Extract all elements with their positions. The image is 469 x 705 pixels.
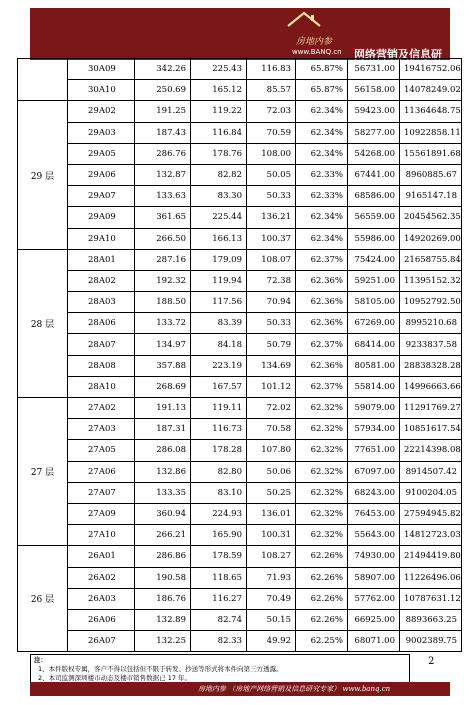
value-cell: 8995210.68 bbox=[400, 313, 462, 334]
table-row bbox=[18, 122, 462, 143]
value-cell: 286.86 bbox=[135, 546, 191, 567]
value-cell: 100.37 bbox=[247, 228, 296, 249]
footer-text: 房地内参 （房地产网络营销及信息研究专家） www.banq.cn bbox=[198, 685, 391, 693]
value-cell: 287.16 bbox=[135, 249, 191, 270]
value-cell: 62.33% bbox=[296, 186, 348, 207]
value-cell: 286.76 bbox=[135, 143, 191, 164]
value-cell: 62.32% bbox=[296, 398, 348, 419]
table-row bbox=[18, 482, 462, 503]
table-row bbox=[18, 59, 462, 80]
value-cell: 108.00 bbox=[247, 143, 296, 164]
value-cell: 62.34% bbox=[296, 122, 348, 143]
value-cell: 67441.00 bbox=[348, 164, 400, 185]
value-cell: 50.25 bbox=[247, 482, 296, 503]
value-cell: 65.87% bbox=[296, 59, 348, 80]
value-cell: 62.32% bbox=[296, 503, 348, 524]
value-cell: 72.38 bbox=[247, 270, 296, 291]
value-cell: 342.26 bbox=[135, 59, 191, 80]
page-number: 2 bbox=[428, 656, 435, 667]
unit-number-cell: 30A09 bbox=[68, 59, 135, 80]
value-cell: 14920269.00 bbox=[400, 228, 462, 249]
value-cell: 134.69 bbox=[247, 355, 296, 376]
unit-number-cell: 26A03 bbox=[68, 588, 135, 609]
value-cell: 361.65 bbox=[135, 207, 191, 228]
value-cell: 83.39 bbox=[191, 313, 247, 334]
brand-name: 房地内参 bbox=[296, 37, 333, 47]
value-cell: 132.25 bbox=[135, 631, 191, 652]
unit-number-cell: 28A03 bbox=[68, 292, 135, 313]
table-row bbox=[18, 313, 462, 334]
value-cell: 62.26% bbox=[296, 588, 348, 609]
value-cell: 9165147.18 bbox=[400, 186, 462, 207]
value-cell: 136.21 bbox=[247, 207, 296, 228]
brand-url: www.BANQ.cn bbox=[292, 48, 342, 56]
unit-number-cell: 29A10 bbox=[68, 228, 135, 249]
value-cell: 132.86 bbox=[135, 461, 191, 482]
value-cell: 62.32% bbox=[296, 440, 348, 461]
unit-number-cell: 27A05 bbox=[68, 440, 135, 461]
value-cell: 22214398.08 bbox=[400, 440, 462, 461]
value-cell: 223.19 bbox=[191, 355, 247, 376]
value-cell: 82.33 bbox=[191, 631, 247, 652]
unit-number-cell: 29A06 bbox=[68, 164, 135, 185]
value-cell: 50.33 bbox=[247, 313, 296, 334]
value-cell: 133.35 bbox=[135, 482, 191, 503]
value-cell: 224.93 bbox=[191, 503, 247, 524]
value-cell: 268.69 bbox=[135, 376, 191, 397]
unit-number-cell: 28A10 bbox=[68, 376, 135, 397]
value-cell: 50.06 bbox=[247, 461, 296, 482]
value-cell: 56158.00 bbox=[348, 80, 400, 101]
floor-label: 27 层 bbox=[18, 398, 68, 546]
value-cell: 10787631.12 bbox=[400, 588, 462, 609]
table-row bbox=[18, 503, 462, 524]
value-cell: 62.36% bbox=[296, 355, 348, 376]
value-cell: 58907.00 bbox=[348, 567, 400, 588]
header-title: 网络营销及信息研 bbox=[354, 48, 442, 60]
value-cell: 62.36% bbox=[296, 313, 348, 334]
value-cell: 85.57 bbox=[247, 80, 296, 101]
value-cell: 14078249.02 bbox=[400, 80, 462, 101]
value-cell: 14996663.66 bbox=[400, 376, 462, 397]
unit-number-cell: 28A08 bbox=[68, 355, 135, 376]
value-cell: 101.12 bbox=[247, 376, 296, 397]
value-cell: 8893663.25 bbox=[400, 609, 462, 630]
value-cell: 68414.00 bbox=[348, 334, 400, 355]
table-row bbox=[18, 631, 462, 652]
floor-label: 29 层 bbox=[18, 101, 68, 249]
value-cell: 62.26% bbox=[296, 546, 348, 567]
value-cell: 191.25 bbox=[135, 101, 191, 122]
value-cell: 62.33% bbox=[296, 164, 348, 185]
value-cell: 11226496.06 bbox=[400, 567, 462, 588]
unit-number-cell: 26A01 bbox=[68, 546, 135, 567]
note-line-2: 2、本司监测深圳楼市动态及楼市销售数据已 17 年。 bbox=[38, 674, 192, 682]
value-cell: 21658755.84 bbox=[400, 249, 462, 270]
table-row bbox=[18, 546, 462, 567]
value-cell: 165.12 bbox=[191, 80, 247, 101]
value-cell: 108.27 bbox=[247, 546, 296, 567]
value-cell: 165.90 bbox=[191, 525, 247, 546]
value-cell: 80581.00 bbox=[348, 355, 400, 376]
value-cell: 28838328.28 bbox=[400, 355, 462, 376]
unit-number-cell: 26A06 bbox=[68, 609, 135, 630]
value-cell: 83.30 bbox=[191, 186, 247, 207]
value-cell: 136.01 bbox=[247, 503, 296, 524]
unit-number-cell: 28A01 bbox=[68, 249, 135, 270]
value-cell: 54268.00 bbox=[348, 143, 400, 164]
value-cell: 84.18 bbox=[191, 334, 247, 355]
value-cell: 134.97 bbox=[135, 334, 191, 355]
value-cell: 15561891.68 bbox=[400, 143, 462, 164]
table-row bbox=[18, 355, 462, 376]
value-cell: 133.63 bbox=[135, 186, 191, 207]
note-line-1: 1、本件版权专属，客户不得以包括但不限于转发、抄送等形式将本件向第三方透露。 bbox=[38, 665, 283, 673]
value-cell: 116.84 bbox=[191, 122, 247, 143]
floor-label: 26 层 bbox=[18, 546, 68, 652]
unit-number-cell: 27A07 bbox=[68, 482, 135, 503]
value-cell: 286.08 bbox=[135, 440, 191, 461]
value-cell: 132.87 bbox=[135, 164, 191, 185]
value-cell: 179.09 bbox=[191, 249, 247, 270]
unit-number-cell: 29A09 bbox=[68, 207, 135, 228]
floor-label bbox=[18, 59, 68, 101]
value-cell: 50.15 bbox=[247, 609, 296, 630]
value-cell: 62.26% bbox=[296, 609, 348, 630]
unit-number-cell: 28A06 bbox=[68, 313, 135, 334]
value-cell: 62.36% bbox=[296, 270, 348, 291]
value-cell: 62.26% bbox=[296, 567, 348, 588]
value-cell: 62.34% bbox=[296, 101, 348, 122]
value-cell: 59079.00 bbox=[348, 398, 400, 419]
value-cell: 62.37% bbox=[296, 334, 348, 355]
value-cell: 107.80 bbox=[247, 440, 296, 461]
value-cell: 10851617.54 bbox=[400, 419, 462, 440]
value-cell: 190.58 bbox=[135, 567, 191, 588]
value-cell: 8914507.42 bbox=[400, 461, 462, 482]
table-row bbox=[18, 440, 462, 461]
table-row bbox=[18, 143, 462, 164]
value-cell: 62.32% bbox=[296, 461, 348, 482]
value-cell: 27594945.82 bbox=[400, 503, 462, 524]
value-cell: 62.34% bbox=[296, 207, 348, 228]
value-cell: 186.76 bbox=[135, 588, 191, 609]
value-cell: 192.32 bbox=[135, 270, 191, 291]
value-cell: 62.32% bbox=[296, 419, 348, 440]
table-row bbox=[18, 164, 462, 185]
value-cell: 187.31 bbox=[135, 419, 191, 440]
unit-number-cell: 29A07 bbox=[68, 186, 135, 207]
table-row bbox=[18, 270, 462, 291]
value-cell: 83.10 bbox=[191, 482, 247, 503]
value-cell: 62.36% bbox=[296, 292, 348, 313]
value-cell: 20454562.35 bbox=[400, 207, 462, 228]
value-cell: 62.25% bbox=[296, 631, 348, 652]
value-cell: 62.34% bbox=[296, 143, 348, 164]
value-cell: 108.07 bbox=[247, 249, 296, 270]
value-cell: 57934.00 bbox=[348, 419, 400, 440]
value-cell: 62.34% bbox=[296, 228, 348, 249]
unit-number-cell: 27A06 bbox=[68, 461, 135, 482]
value-cell: 191.13 bbox=[135, 398, 191, 419]
value-cell: 82.74 bbox=[191, 609, 247, 630]
value-cell: 132.89 bbox=[135, 609, 191, 630]
value-cell: 62.37% bbox=[296, 249, 348, 270]
notes-label: 注： bbox=[34, 656, 47, 664]
value-cell: 9002389.75 bbox=[400, 631, 462, 652]
value-cell: 119.94 bbox=[191, 270, 247, 291]
value-cell: 8960885.67 bbox=[400, 164, 462, 185]
value-cell: 11291769.27 bbox=[400, 398, 462, 419]
value-cell: 9100204.05 bbox=[400, 482, 462, 503]
unit-price-table bbox=[17, 58, 462, 652]
table-row bbox=[18, 249, 462, 270]
table-row bbox=[18, 376, 462, 397]
table-row bbox=[18, 207, 462, 228]
value-cell: 119.22 bbox=[191, 101, 247, 122]
value-cell: 67269.00 bbox=[348, 313, 400, 334]
table-row bbox=[18, 101, 462, 122]
header-banner bbox=[30, 8, 450, 60]
value-cell: 82.80 bbox=[191, 461, 247, 482]
value-cell: 14812723.03 bbox=[400, 525, 462, 546]
value-cell: 118.65 bbox=[191, 567, 247, 588]
value-cell: 250.69 bbox=[135, 80, 191, 101]
table-row bbox=[18, 186, 462, 207]
value-cell: 72.02 bbox=[247, 398, 296, 419]
value-cell: 75424.00 bbox=[348, 249, 400, 270]
value-cell: 59251.00 bbox=[348, 270, 400, 291]
table-row bbox=[18, 80, 462, 101]
value-cell: 65.87% bbox=[296, 80, 348, 101]
value-cell: 57762.00 bbox=[348, 588, 400, 609]
value-cell: 266.21 bbox=[135, 525, 191, 546]
value-cell: 58277.00 bbox=[348, 122, 400, 143]
table-row bbox=[18, 228, 462, 249]
value-cell: 9233837.58 bbox=[400, 334, 462, 355]
unit-number-cell: 30A10 bbox=[68, 80, 135, 101]
value-cell: 357.88 bbox=[135, 355, 191, 376]
value-cell: 266.50 bbox=[135, 228, 191, 249]
value-cell: 167.57 bbox=[191, 376, 247, 397]
value-cell: 66925.00 bbox=[348, 609, 400, 630]
value-cell: 50.79 bbox=[247, 334, 296, 355]
table-row bbox=[18, 461, 462, 482]
value-cell: 19416752.06 bbox=[400, 59, 462, 80]
value-cell: 225.44 bbox=[191, 207, 247, 228]
value-cell: 11395152.32 bbox=[400, 270, 462, 291]
value-cell: 58105.00 bbox=[348, 292, 400, 313]
value-cell: 49.92 bbox=[247, 631, 296, 652]
table-row bbox=[18, 419, 462, 440]
unit-number-cell: 26A07 bbox=[68, 631, 135, 652]
value-cell: 55986.00 bbox=[348, 228, 400, 249]
value-cell: 56559.00 bbox=[348, 207, 400, 228]
unit-number-cell: 28A07 bbox=[68, 334, 135, 355]
value-cell: 74930.00 bbox=[348, 546, 400, 567]
value-cell: 117.56 bbox=[191, 292, 247, 313]
value-cell: 360.94 bbox=[135, 503, 191, 524]
table-row bbox=[18, 609, 462, 630]
value-cell: 70.94 bbox=[247, 292, 296, 313]
value-cell: 100.31 bbox=[247, 525, 296, 546]
value-cell: 68071.00 bbox=[348, 631, 400, 652]
value-cell: 56731.00 bbox=[348, 59, 400, 80]
value-cell: 55643.00 bbox=[348, 525, 400, 546]
unit-number-cell: 27A03 bbox=[68, 419, 135, 440]
value-cell: 67097.00 bbox=[348, 461, 400, 482]
value-cell: 116.27 bbox=[191, 588, 247, 609]
value-cell: 70.49 bbox=[247, 588, 296, 609]
unit-number-cell: 27A09 bbox=[68, 503, 135, 524]
value-cell: 68586.00 bbox=[348, 186, 400, 207]
table-row bbox=[18, 334, 462, 355]
value-cell: 133.72 bbox=[135, 313, 191, 334]
notes-box bbox=[30, 654, 410, 682]
table-row bbox=[18, 567, 462, 588]
value-cell: 62.37% bbox=[296, 376, 348, 397]
value-cell: 11364648.75 bbox=[400, 101, 462, 122]
unit-number-cell: 27A10 bbox=[68, 525, 135, 546]
value-cell: 68243.00 bbox=[348, 482, 400, 503]
value-cell: 10922858.11 bbox=[400, 122, 462, 143]
value-cell: 187.43 bbox=[135, 122, 191, 143]
unit-number-cell: 29A05 bbox=[68, 143, 135, 164]
value-cell: 50.05 bbox=[247, 164, 296, 185]
unit-number-cell: 28A02 bbox=[68, 270, 135, 291]
value-cell: 82.82 bbox=[191, 164, 247, 185]
value-cell: 178.76 bbox=[191, 143, 247, 164]
value-cell: 178.59 bbox=[191, 546, 247, 567]
value-cell: 188.50 bbox=[135, 292, 191, 313]
value-cell: 166.13 bbox=[191, 228, 247, 249]
value-cell: 62.32% bbox=[296, 482, 348, 503]
table-row bbox=[18, 292, 462, 313]
floor-label: 28 层 bbox=[18, 249, 68, 397]
footer-bar bbox=[30, 682, 450, 696]
table-row bbox=[18, 525, 462, 546]
value-cell: 62.32% bbox=[296, 525, 348, 546]
unit-number-cell: 26A02 bbox=[68, 567, 135, 588]
table-row bbox=[18, 588, 462, 609]
value-cell: 70.58 bbox=[247, 419, 296, 440]
table-row bbox=[18, 398, 462, 419]
value-cell: 50.33 bbox=[247, 186, 296, 207]
value-cell: 77651.00 bbox=[348, 440, 400, 461]
value-cell: 116.73 bbox=[191, 419, 247, 440]
value-cell: 178.28 bbox=[191, 440, 247, 461]
value-cell: 116.83 bbox=[247, 59, 296, 80]
value-cell: 59423.00 bbox=[348, 101, 400, 122]
unit-number-cell: 29A03 bbox=[68, 122, 135, 143]
value-cell: 119.11 bbox=[191, 398, 247, 419]
value-cell: 225.43 bbox=[191, 59, 247, 80]
unit-number-cell: 27A02 bbox=[68, 398, 135, 419]
value-cell: 55814.00 bbox=[348, 376, 400, 397]
value-cell: 72.03 bbox=[247, 101, 296, 122]
value-cell: 71.93 bbox=[247, 567, 296, 588]
value-cell: 10952792.50 bbox=[400, 292, 462, 313]
value-cell: 21494419.80 bbox=[400, 546, 462, 567]
unit-number-cell: 29A02 bbox=[68, 101, 135, 122]
value-cell: 76453.00 bbox=[348, 503, 400, 524]
value-cell: 70.59 bbox=[247, 122, 296, 143]
